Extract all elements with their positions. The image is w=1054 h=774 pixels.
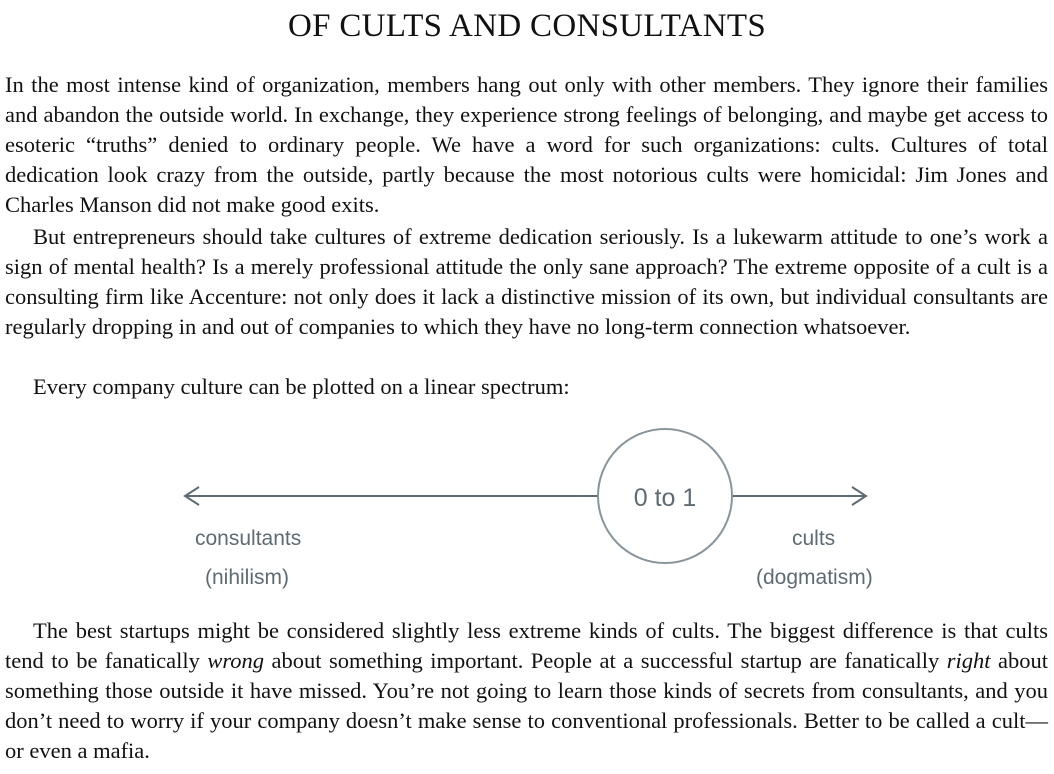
paragraph-1: In the most intense kind of organization, members hang out only with other members. They ignore their families and abandon the outside world. In exchange, they experience strong feelings of belonging, and maybe get access to esoteric “truths” denied to ordinary people. We have a word for such organizations: cults. Cultures of total dedication look crazy from the outside, partly because the most notorious cults were homicidal: Jim Jones and Charles Manson did not make good exits. [5,72,1048,217]
right-sublabel: (dogmatism) [756,566,873,589]
culture-spectrum-diagram [0,420,1054,610]
paragraph-2: But entrepreneurs should take cultures of extreme dedication seriously. Is a lukewarm attitude to one’s work a sign of mental health? Is a merely professional attitude the only sane approach? The extreme opposite of a cult is a consulting firm like Accenture: not only does it lack a distinctive mission of its own, but individual consultants are regularly dropping in and out of companies to which they have no long-term connection whatsoever. [5,224,1048,339]
left-label: consultants [195,527,302,550]
paragraph-4-part-c: about something those outside it have missed. You’re not going to learn those kinds of secrets from consultants, and you don’t need to worry if your company doesn’t make sense to conventional professionals. Better to be called a cult—or even a mafia. [5,648,1048,763]
spectrum-graphic [0,420,1054,610]
page-title: OF CULTS AND CONSULTANTS [288,8,766,44]
paragraph-4-part-a: The best startups might be considered slightly less extreme kinds of cults. The biggest difference is that cults tend to be fanatically [5,618,1048,673]
paragraph-4 [5,616,1048,766]
paragraph-4-part-b: about something important. People at a successful startup are fanatically [264,648,947,673]
emphasis-wrong: wrong [207,648,265,673]
paragraph-3: Every company culture can be plotted on a linear spectrum: [33,374,570,399]
emphasis-right: right [946,648,991,673]
right-label: cults [792,527,836,550]
left-sublabel: (nihilism) [205,566,289,589]
center-label: 0 to 1 [633,484,697,512]
